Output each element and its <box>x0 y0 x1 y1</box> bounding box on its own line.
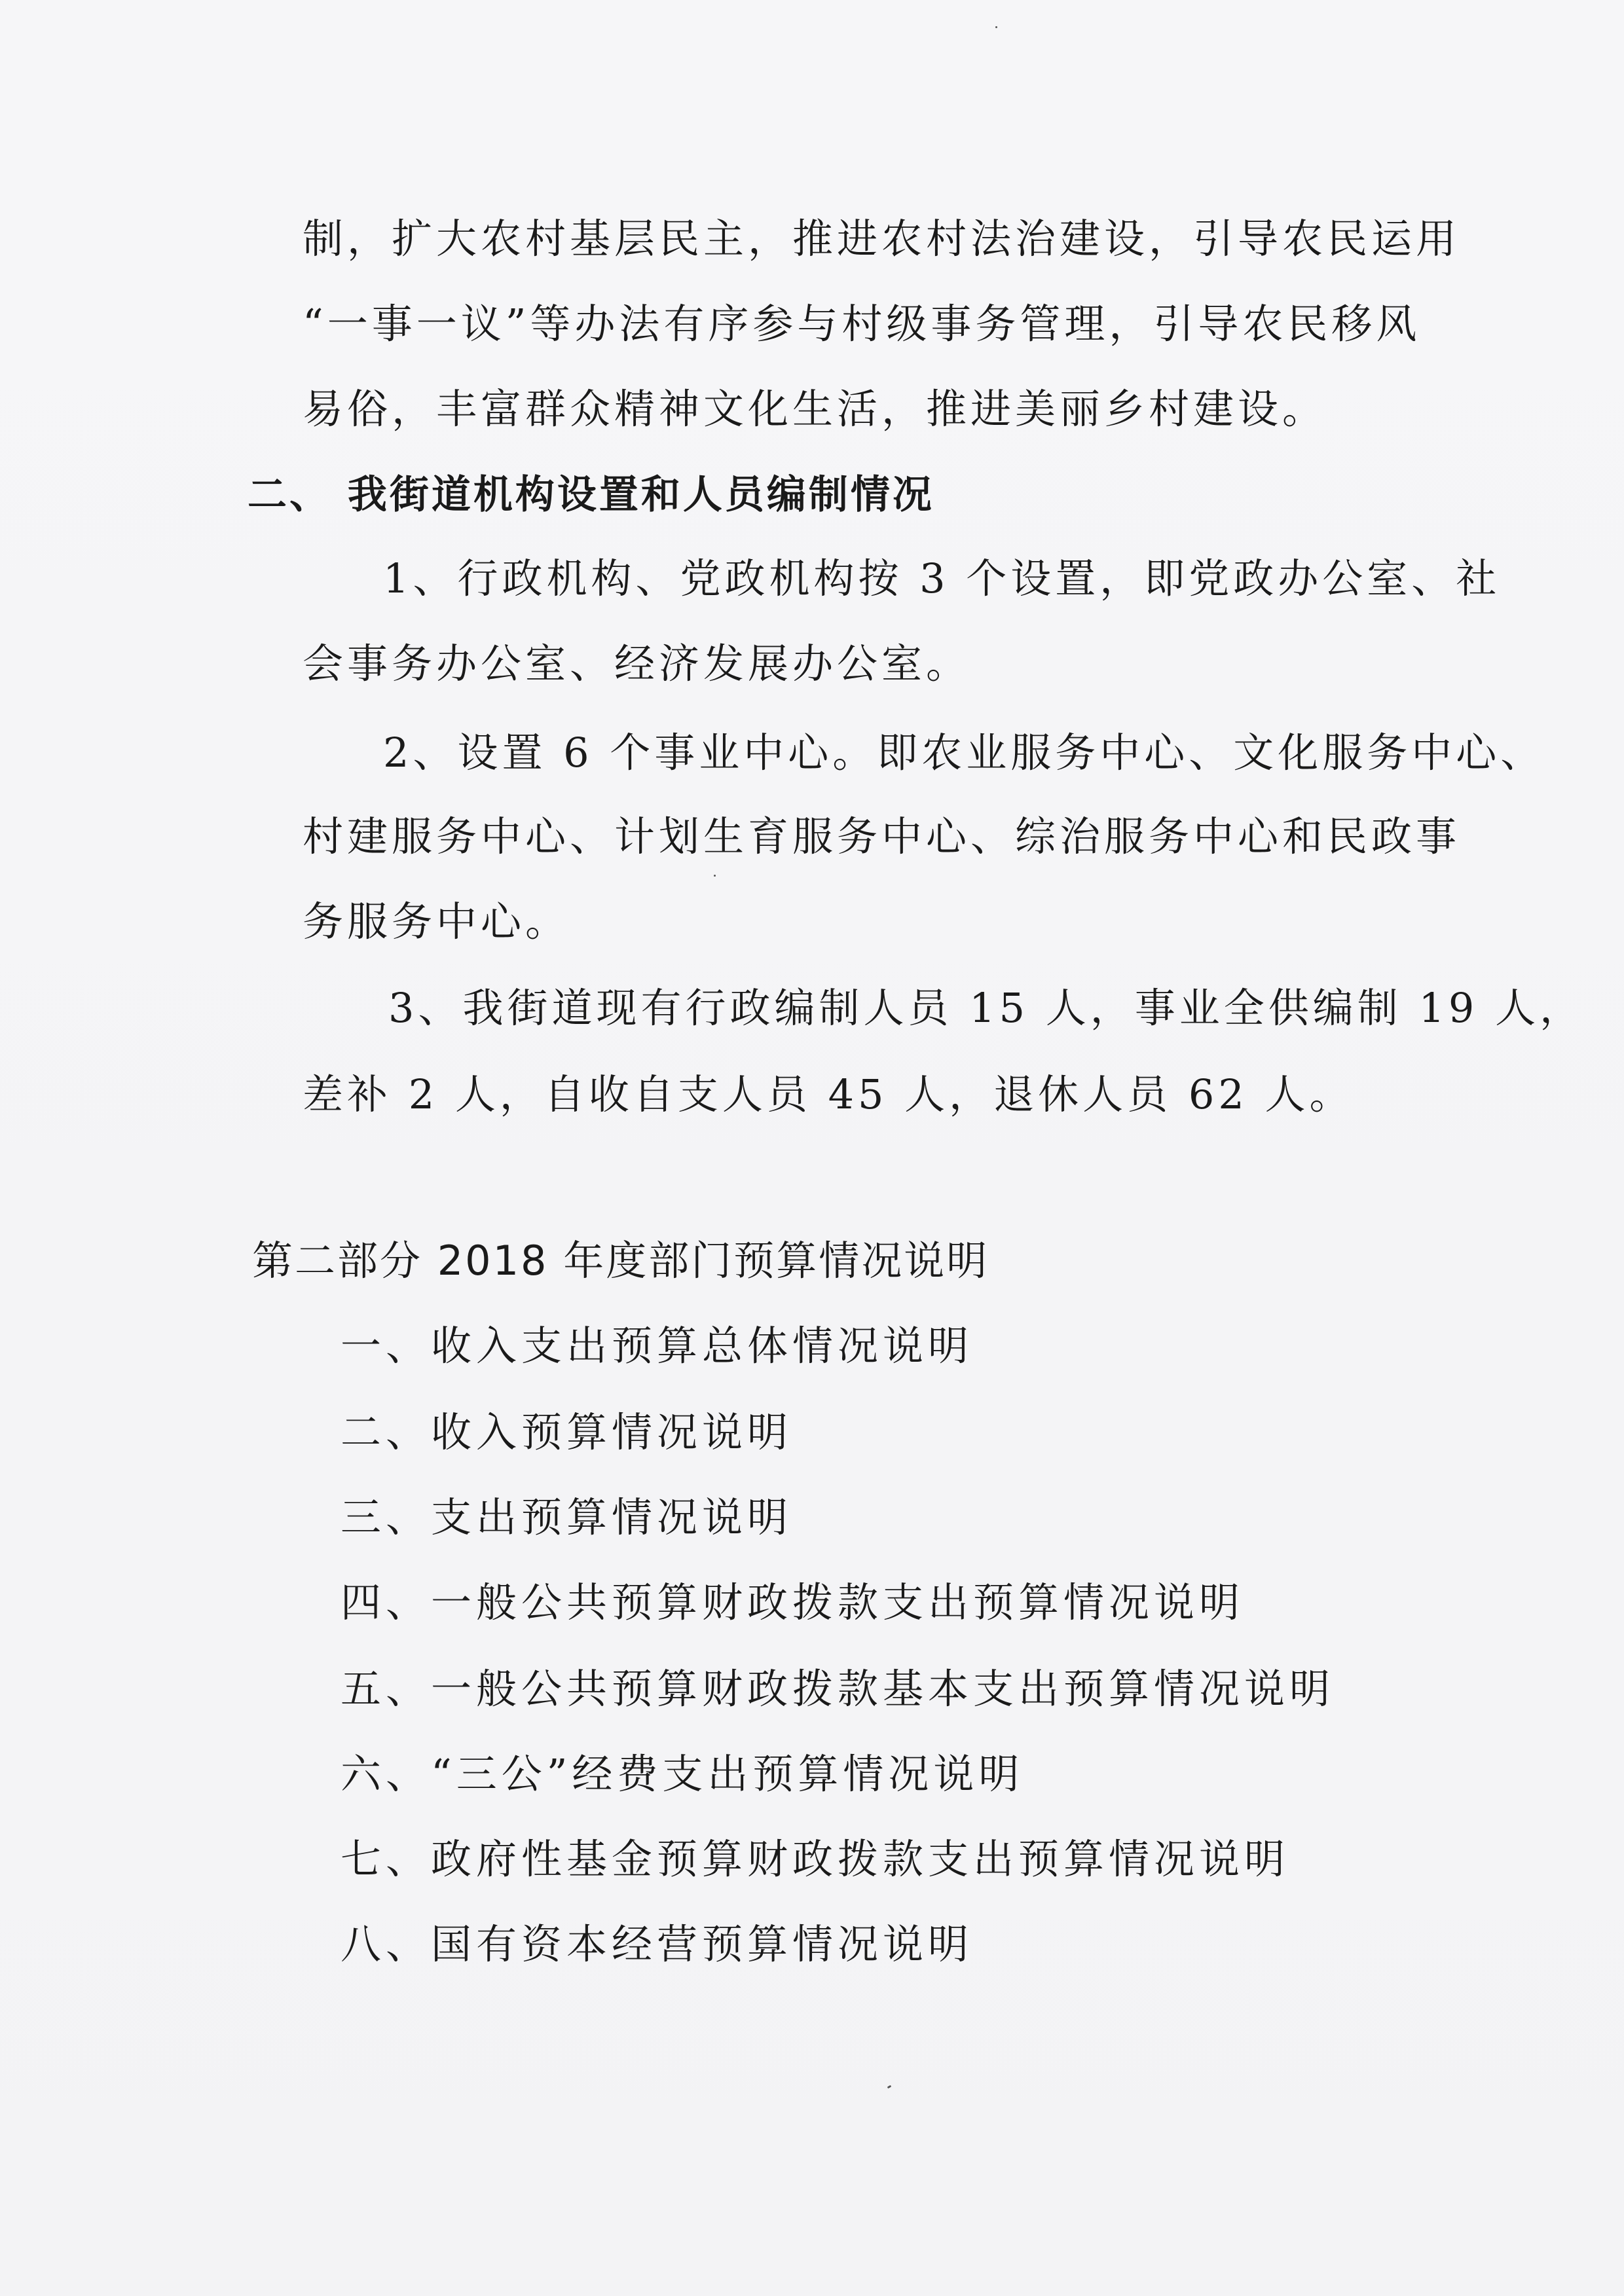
item1-line-1: 1、行政机构、党政机构按 3 个设置，即党政办公室、社 <box>383 555 1501 602</box>
intro-line-1: 制，扩大农村基层民主，推进农村法治建设，引导农民运用 <box>303 215 1461 263</box>
intro-line-3: 易俗，丰富群众精神文化生活，推进美丽乡村建设。 <box>303 385 1327 433</box>
item1-line-2: 会事务办公室、经济发展办公室。 <box>303 640 971 687</box>
toc-item-3: 三、支出预算情况说明 <box>341 1493 793 1541</box>
scan-speck <box>714 875 716 877</box>
item2-line-1: 2、设置 6 个事业中心。即农业服务中心、文化服务中心、 <box>383 729 1545 776</box>
section-two-heading: 二、 我街道机构设置和人员编制情况 <box>248 472 934 518</box>
toc-item-5: 五、一般公共预算财政拨款基本支出预算情况说明 <box>341 1665 1335 1713</box>
part-two-title: 第二部分 2018 年度部门预算情况说明 <box>252 1237 989 1285</box>
toc-item-2: 二、收入预算情况说明 <box>341 1408 793 1456</box>
intro-line-2: “一事一议”等办法有序参与村级事务管理，引导农民移风 <box>303 300 1421 348</box>
item3-line-2: 差补 2 人，自收自支人员 45 人，退休人员 62 人。 <box>303 1070 1354 1118</box>
toc-item-8: 八、国有资本经营预算情况说明 <box>341 1920 974 1968</box>
toc-item-1: 一、收入支出预算总体情况说明 <box>341 1322 974 1370</box>
item2-line-2: 村建服务中心、计划生育服务中心、综治服务中心和民政事 <box>303 812 1461 860</box>
scan-speck <box>887 2085 892 2089</box>
scan-speck <box>995 26 997 28</box>
item2-line-3: 务服务中心。 <box>303 898 570 945</box>
item3-line-1: 3、我街道现有行政编制人员 15 人，事业全供编制 19 人， <box>388 984 1585 1032</box>
toc-item-6: 六、“三公”经费支出预算情况说明 <box>341 1750 1024 1798</box>
toc-item-7: 七、政府性基金预算财政拨款支出预算情况说明 <box>341 1835 1290 1883</box>
toc-item-4: 四、一般公共预算财政拨款支出预算情况说明 <box>341 1578 1245 1626</box>
